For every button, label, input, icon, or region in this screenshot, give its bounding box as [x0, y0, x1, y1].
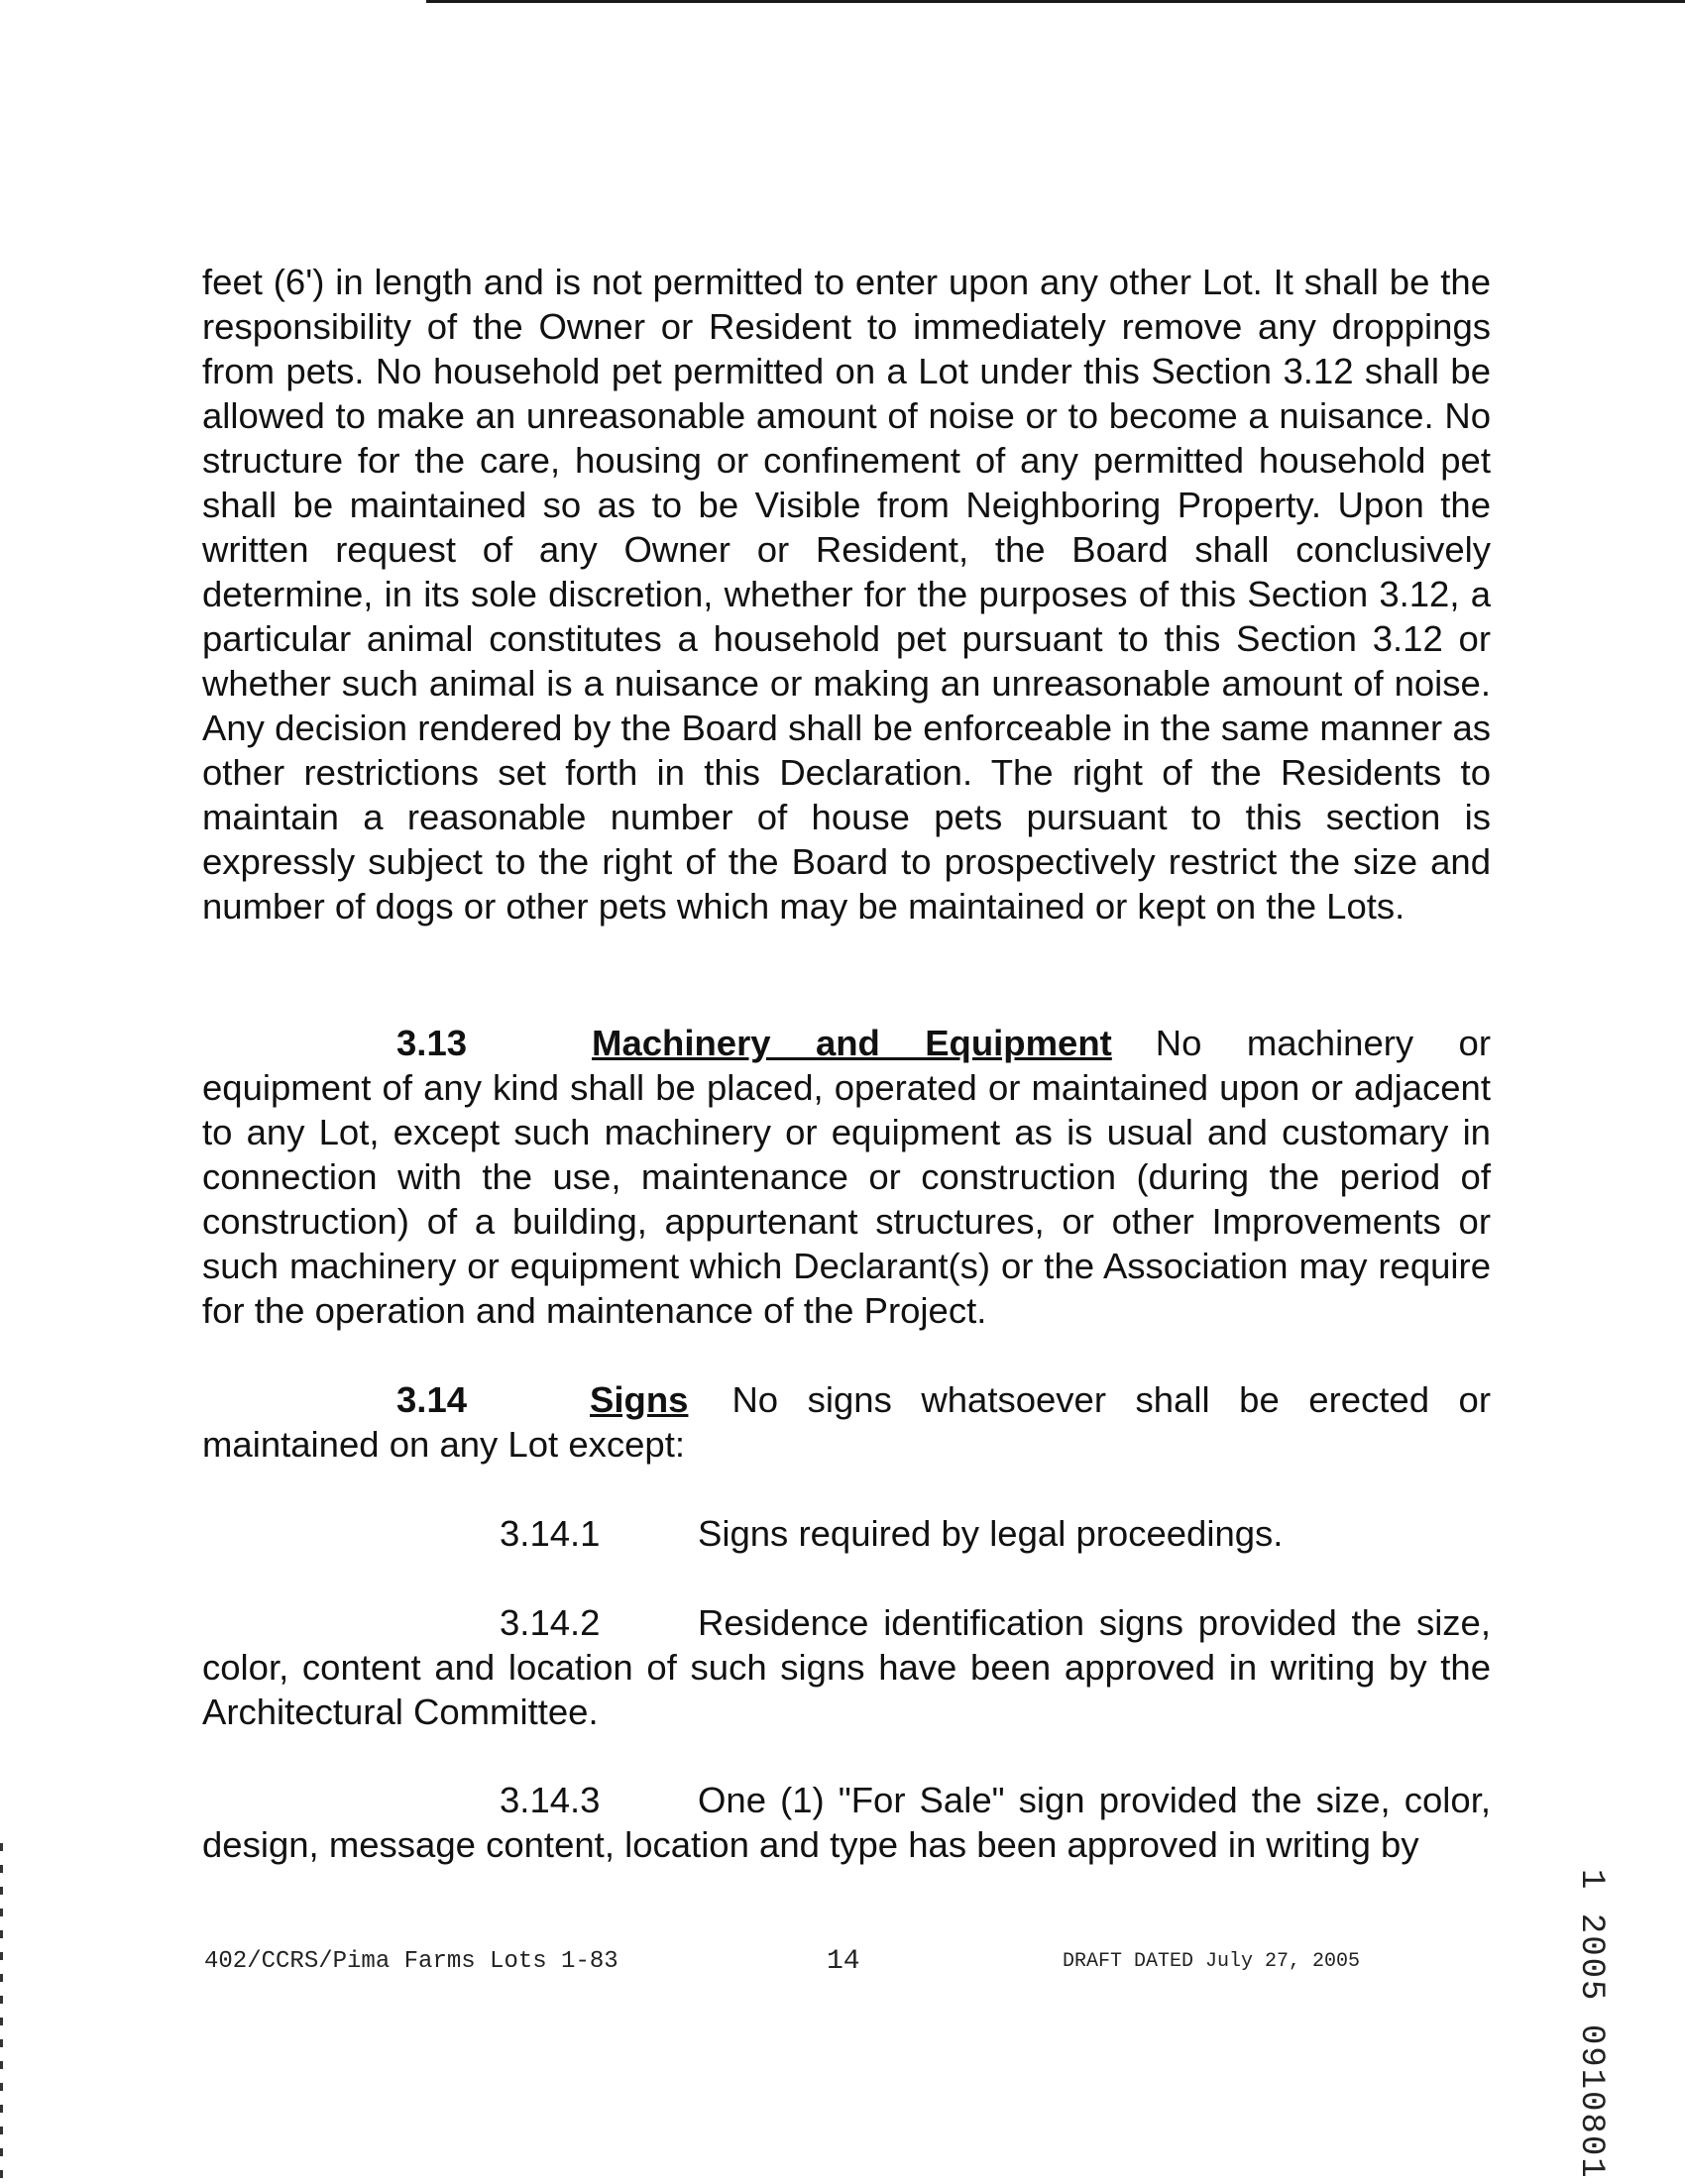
subsection-number: 3.14.2	[500, 1602, 601, 1643]
section-title: Machinery and Equipment	[592, 1023, 1112, 1063]
page-number: 14	[827, 1946, 860, 1977]
section-number: 3.14	[396, 1379, 468, 1420]
scan-edge-left	[0, 1843, 3, 2184]
subsection-3-14-2	[202, 1600, 1491, 1734]
section-number: 3.13	[396, 1023, 468, 1063]
subsection-text: Residence identification signs provided the size, color, content and location of such signs have been approved in writing by the Architectural Committee.	[202, 1602, 1491, 1732]
subsection-number: 3.14.3	[500, 1780, 601, 1820]
recording-stamp	[1558, 1869, 1637, 2180]
subsection-text: Signs required by legal proceedings.	[698, 1513, 1284, 1554]
subsection-number: 3.14.1	[500, 1513, 601, 1554]
draft-date: DRAFT DATED July 27, 2005	[1063, 1950, 1361, 1973]
section-3-14	[202, 1377, 1491, 1467]
paragraph-3-12-continuation: feet (6') in length and is not permitted to enter upon any other Lot. It shall be the responsibility of the Owner or Resident to immediately remove any droppings from pets. No household pet permitted on a Lot under this Section 3.12 shall be allowed to make an unreasonable amount of noise or to become a nuisance. No structure for the care, housing or confinement of any permitted household pet shall be maintained so as to be Visible from Neighboring Property. Upon the written request of any Owner or Resident, the Board shall conclusively determine, in its sole discretion, whether for the purposes of this Section 3.12, a particular animal constitutes a household pet pursuant to this Section 3.12 or whether such animal is a nuisance or making an unreasonable amount of noise. Any decision rendered by the Board shall be enforceable in the same manner as other restrictions set forth in this Declaration. The right of the Residents to maintain a reasonable number of house pets pursuant to this section is expressly subject to the right of the Board to prospectively restrict the size and number of dogs or other pets which may be maintained or kept on the Lots.	[202, 262, 1491, 927]
section-body: No machinery or equipment of any kind shall be placed, operated or maintained upon or adjacent to any Lot, except such machinery or equipment as is usual and customary in connection with the use, maintenance or construction (during the period of construction) of a building, appurtenant structures, or other Improvements or such machinery or equipment which Declarant(s) or the Association may require for the operation and maintenance of the Project.	[202, 1023, 1492, 1331]
scan-edge-top	[426, 0, 1685, 3]
subsection-3-14-3	[202, 1778, 1491, 1867]
subsection-text: One (1) "For Sale" sign provided the size, color, design, message content, location and type has been approved in writing by	[202, 1780, 1491, 1865]
subsection-3-14-1	[202, 1511, 1491, 1556]
recording-number: 1 2005 0910801	[1572, 1869, 1610, 2180]
section-3-13	[202, 1021, 1491, 1333]
section-body: No signs whatsoever shall be erected or maintained on any Lot except:	[202, 1379, 1491, 1465]
section-title: Signs	[590, 1379, 689, 1420]
file-reference: 402/CCRS/Pima Farms Lots 1-83	[204, 1948, 618, 1975]
